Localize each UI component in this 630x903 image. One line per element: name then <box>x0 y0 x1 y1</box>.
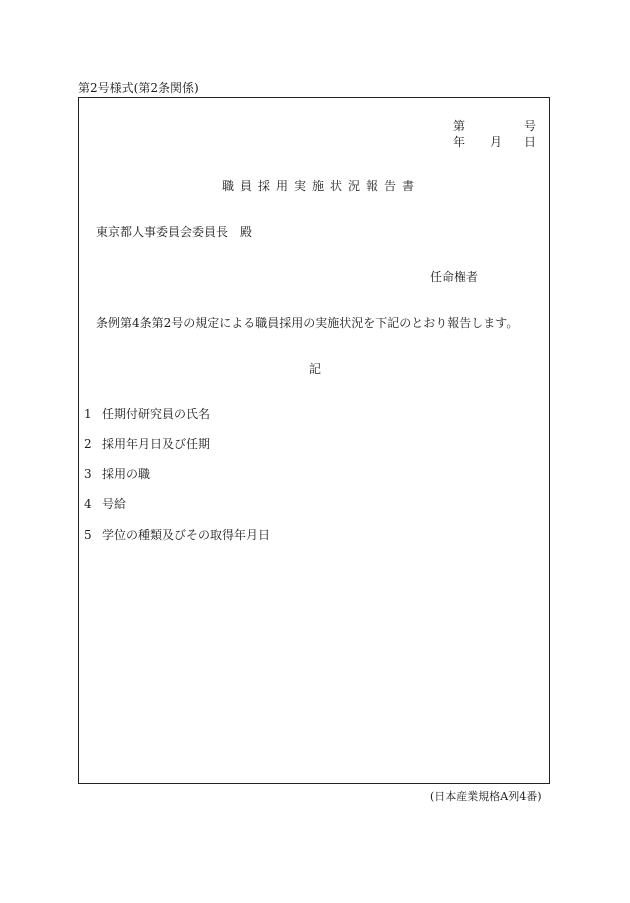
addressee-name: 東京都人事委員会委員長 <box>96 225 229 239</box>
number-prefix: 第 <box>453 119 466 133</box>
appointer-label: 任命権者 <box>430 270 479 284</box>
addressee-honorific: 殿 <box>240 225 253 239</box>
addressee <box>96 225 252 239</box>
body-text: 条例第4条第2号の規定による職員採用の実施状況を下記のとおり報告します。 <box>96 316 519 330</box>
list-item <box>84 437 210 451</box>
list-item <box>84 497 126 511</box>
list-item <box>84 407 210 421</box>
ki-heading: 記 <box>309 362 322 376</box>
date-day: 日 <box>524 135 537 149</box>
item-number: 4 <box>84 497 92 511</box>
item-number: 5 <box>84 528 92 542</box>
item-label: 学位の種類及びその取得年月日 <box>102 528 271 542</box>
item-number: 3 <box>84 467 92 481</box>
paper-standard-note: (日本産業規格A列4番) <box>430 790 542 803</box>
document-title: 職員採用実施状況報告書 <box>222 179 421 193</box>
date-month: 月 <box>490 135 503 149</box>
item-number: 1 <box>84 407 92 421</box>
number-suffix: 号 <box>524 119 537 133</box>
form-label: 第2号様式(第2条関係) <box>78 81 199 95</box>
item-label: 任期付研究員の氏名 <box>102 407 211 421</box>
item-number: 2 <box>84 437 92 451</box>
item-label: 採用年月日及び任期 <box>102 437 211 451</box>
date-year: 年 <box>453 135 466 149</box>
item-label: 採用の職 <box>102 467 151 481</box>
item-label: 号給 <box>102 497 127 511</box>
list-item <box>84 467 150 481</box>
list-item <box>84 528 270 542</box>
